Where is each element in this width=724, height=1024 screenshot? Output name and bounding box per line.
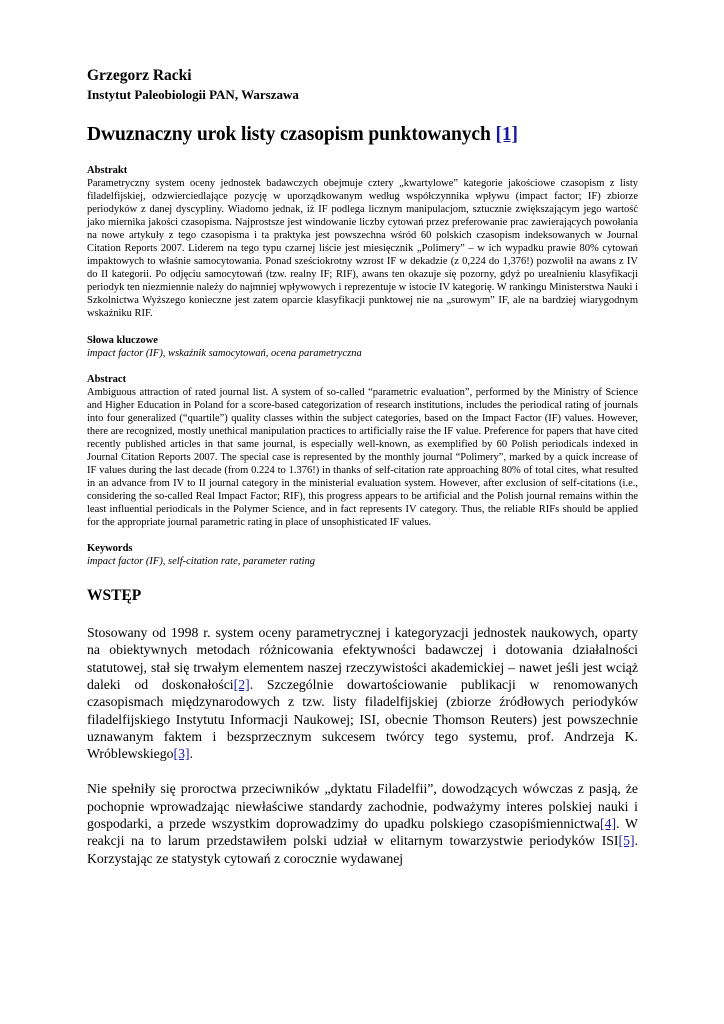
abstract-pl-text: Parametryczny system oceny jednostek badawczych obejmuje cztery „kwartylowe” kategorie jakościowe czasopism z listy filadelfijskiej, odzwierciedlające pozycję w uporządkowanym według współczynnika wpływu (impact factor; IF) zbiorze periodyków z danej dyscypliny. Wiadomo jednak, iż IF podlega licznym manipulacjom, sztucznie zwiększającym jego wartość jako miernika jakości czasopisma. Najprostsze jest windowanie liczby cytowań przez preferowanie prac zawierających powołania na nowe artykuły z tego czasopisma i ta praktyka jest powszechna wśród 60 polskich czasopism indeksowanych w Journal Citation Reports 2007. Liderem na tego typu czarnej liście jest miesięcznik „Polimery” – w ich wypadku prawie 80% cytowań impaktowych to właśnie samocytowania. Ponad sześciokrotny wzrost IF w dekadzie (z 0,224 do 1,376!) pozwolił na awans z IV do II kategorii. Po odjęciu samocytowań (tzw. realny IF; RIF), awans ten okazuje się pozorny, gdyż po urealnieniu klasyfikacji periodyk ten niezmiennie należy do najmniej wpływowych i reprezentuje w istocie IV kategorię. W rankingu Ministerstwa Nauki i Szkolnictwa Wyższego konieczne jest zatem oparcie klasyfikacji punktowej nie na „surowym” IF, ale na bardziej wiarygodnym wskaźniku RIF. [87,178,638,320]
section-heading: WSTĘP [87,587,142,605]
abstract-pl [87,164,638,321]
body-paragraph-2-text-b: . W reakcji na to larum przedstawiłem polski udział w elitarnym towarzystwie periodyków ISI [87,816,638,849]
author-name: Grzegorz Racki [87,67,192,84]
keywords-en-text: impact factor (IF), self-citation rate, parameter rating [87,556,316,568]
keywords-en [87,542,638,568]
footnote-link-2[interactable]: [2] [233,676,250,692]
body-paragraph-1-text-b: . Szczególnie dowartościowanie publikacji w renomowanych czasopismach międzynarodowych z tzw. listy filadelfijskiej (zbiorze źródłowych periodyków filadelfijskiego Instytutu Informacji Naukowej; ISI, obecnie Thomson Reuters) jest powszechnie uznawanym faktem i bezsprzecznym sukcesem twórcy tego systemu, prof. Andrzeja K. Wróblewskiego [87,676,638,762]
article-page [87,66,638,867]
article-title-text: Dwuznaczny urok listy czasopism punktowanych [87,124,491,145]
keywords-en-heading: Keywords [87,543,133,555]
author-affiliation: Instytut Paleobiologii PAN, Warszawa [87,87,299,102]
footnote-link-4[interactable]: [4] [600,816,617,831]
footnote-link-5[interactable]: [5] [618,833,635,849]
abstract-en-heading: Abstract [87,373,127,385]
body-paragraph-1-text-c: . [189,746,193,762]
body-paragraph-2-text-a: Nie spełniły się proroctwa przeciwników „dyktatu Filadelfii”, dowodzących wówczas z pasją, że pochopnie wprowadzając niewłaściwe standardy zachodnie, podważymy interes polskiej nauki i gospodarki, a przede wszystkim doprowadzimy do upadku polskiego czasopiśmiennictwa [87,781,638,831]
abstract-en [87,373,638,530]
abstract-pl-heading: Abstrakt [87,165,128,176]
body-paragraph-2-text-c: . Korzystając ze statystyk cytowań z corocznie wydawanej [87,833,638,866]
keywords-pl-text: impact factor (IF), wskaźnik samocytowań, ocena parametryczna [87,347,362,359]
article-title [87,122,638,148]
body-paragraph-2 [87,780,638,866]
body-paragraph-1 [87,624,638,762]
body-paragraph-1-text-a: Stosowany od 1998 r. system oceny parametrycznej i kategoryzacji jednostek naukowych, oparty na obiektywnych metodach różnicowania efektywności badawczej i dotowania działalności statutowej, stał się trwałym elementem naszej rzeczywistości akademickiej – nawet jeśli jest wciąż daleki od doskonałości [87,625,638,692]
footnote-link-1[interactable]: [1] [495,124,518,145]
keywords-pl-heading: Słowa kluczowe [87,334,158,346]
footnote-link-3[interactable]: [3] [173,746,190,762]
abstract-en-text: Ambiguous attraction of rated journal list. A system of so-called “parametric evaluation”, performed by the Ministry of Science and Higher Education in Poland for a score-based categorization of research institutions, includes the periodical rating of journals into four generalized (“quartile”) quality classes within the subject categories, based on the Impact Factor (IF) values. However, there are recognized, mostly unethical manipulation practices to artificially raise the IF value. Preference for papers that have cited recently published articles in that same journal, is especially well-known, as exemplified by 60 Polish periodicals indexed in Journal Citation Reports 2007. The special case is represented by the monthly journal “Polimery”, marked by a quick increase of IF values during the last decade (from 0.224 to 1.376!) in thanks of self-citation rate approaching 80% of total cites, what resulted in an advance from IV to II journal category in the ministerial evaluation system. However, after exclusion of self-citations (i.e., considering the so-called Real Impact Factor; RIF), this progress appears to be artificial and the Polish journal remains within the least influential periodicals in the Polymer Science, and in fact represents IV category. Thus, the reliable RIFs should be applied for the appropriate journal parametric rating in place of unsophisticated IF values. [87,386,638,528]
keywords-pl [87,334,638,360]
